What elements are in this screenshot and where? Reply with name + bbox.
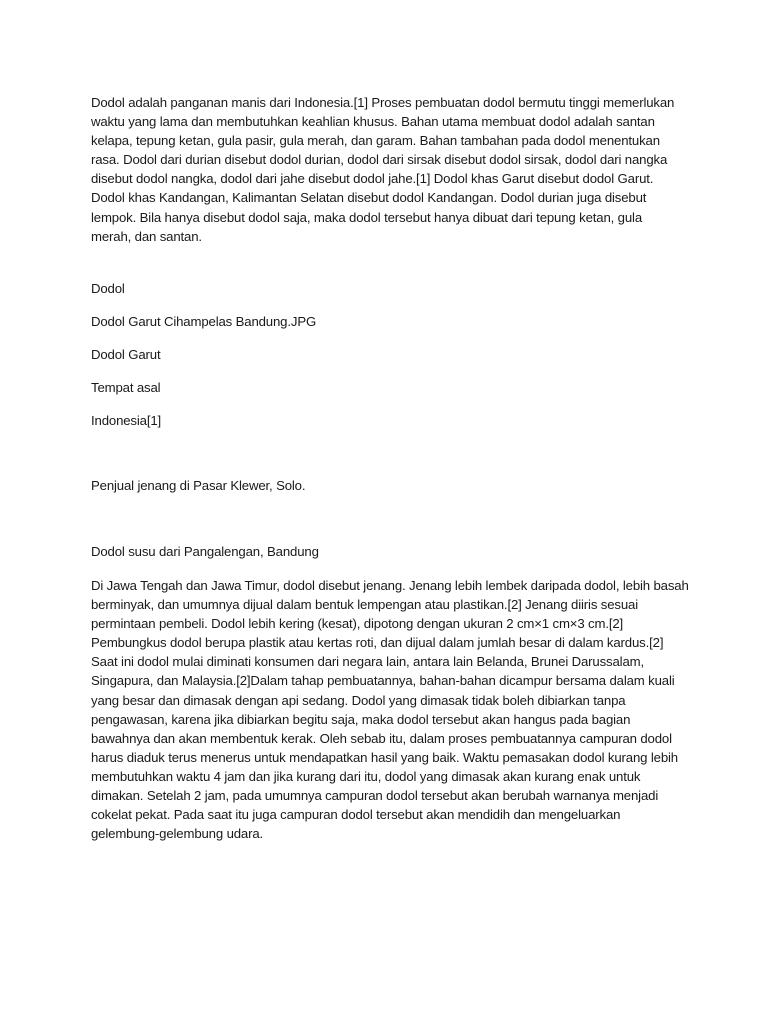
infobox-image-filename: Dodol Garut Cihampelas Bandung.JPG — [91, 314, 317, 329]
infobox-title: Dodol — [91, 281, 125, 296]
body-paragraph: Di Jawa Tengah dan Jawa Timur, dodol disebut jenang. Jenang lebih lembek daripada dodol, lebih basah berminyak, dan umumnya dijual dalam bentuk lempengan atau plastikan.[2] Jenang diiris sesuai permintaan pembeli. Dodol lebih kering (kesat), dipotong dengan ukuran 2 cm×1 cm×3 cm.[2] Pembungkus dodol berupa plastik atau kertas roti, dan dijual dalam jumlah besar di dalam kardus.[2] Saat ini dodol mulai diminati konsumen dari negara lain, antara lain Belanda, Brunei Darussalam, Singapura, dan Malaysia.[2]Dalam tahap pembuatannya, bahan-bahan dicampur bersama dalam kuali yang besar dan dimasak dengan api sedang. Dodol yang dimasak tidak boleh dibiarkan tanpa pengawasan, karena jika dibiarkan begitu saja, maka dodol tersebut akan hangus pada bagian bawahnya dan akan membentuk kerak. Oleh sebab itu, dalam proses pembuatannya campuran dodol harus diaduk terus menerus untuk mendapatkan hasil yang baik. Waktu pemasakan dodol kurang lebih membutuhkan waktu 4 jam dan jika kurang dari itu, dodol yang dimasak akan kurang enak untuk dimakan. Setelah 2 jam, pada umumnya campuran dodol tersebut akan berubah warnanya menjadi cokelat pekat. Pada saat itu juga campuran dodol tersebut akan mendidih dan mengeluarkan gelembung-gelembung udara. — [91, 578, 689, 842]
infobox-origin-value: Indonesia[1] — [91, 413, 162, 428]
infobox-caption: Dodol Garut — [91, 347, 161, 362]
image-caption-klewer: Penjual jenang di Pasar Klewer, Solo. — [91, 478, 306, 493]
image-caption-pangalengan: Dodol susu dari Pangalengan, Bandung — [91, 544, 319, 559]
document-body — [91, 93, 689, 842]
infobox-origin-label: Tempat asal — [91, 380, 161, 395]
intro-paragraph: Dodol adalah panganan manis dari Indonesia.[1] Proses pembuatan dodol bermutu tinggi memerlukan waktu yang lama dan membutuhkan keahlian khusus. Bahan utama membuat dodol adalah santan kelapa, tepung ketan, gula pasir, gula merah, dan garam. Bahan tambahan pada dodol menentukan rasa. Dodol dari durian disebut dodol durian, dodol dari sirsak disebut dodol sirsak, dodol dari nangka disebut dodol nangka, dodol dari jahe disebut dodol jahe.[1] Dodol khas Garut disebut dodol Garut. Dodol khas Kandangan, Kalimantan Selatan disebut dodol Kandangan. Dodol durian juga disebut lempok. Bila hanya disebut dodol saja, maka dodol tersebut hanya dibuat dari tepung ketan, gula merah, dan santan. — [91, 95, 675, 244]
